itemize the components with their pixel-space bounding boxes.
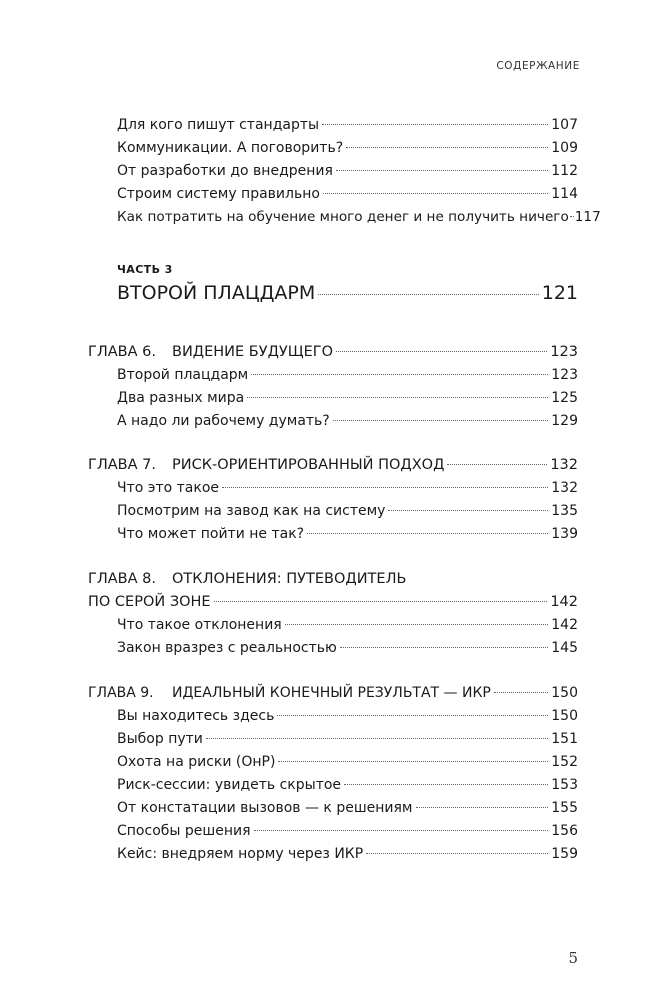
toc-entry-page: 107 — [551, 117, 578, 133]
chapter-number: ГЛАВА 9. — [88, 685, 154, 701]
dot-leader — [247, 397, 548, 398]
chapter-entry[interactable] — [88, 684, 578, 702]
toc-entry[interactable] — [117, 799, 578, 817]
toc-entry-page: 159 — [551, 846, 578, 862]
dot-leader — [388, 510, 548, 511]
chapter-entry[interactable] — [88, 343, 578, 361]
toc-entry[interactable] — [117, 366, 578, 384]
dot-leader — [318, 294, 538, 295]
dot-leader — [322, 124, 548, 125]
toc-entry[interactable] — [117, 412, 578, 430]
dot-leader — [344, 784, 548, 785]
toc-entry-title: Два разных мира — [117, 390, 245, 406]
toc-entry-page: 117 — [574, 209, 601, 225]
toc-entry-page: 125 — [551, 390, 578, 406]
toc-entry-page: 135 — [551, 503, 578, 519]
toc-entry-page: 152 — [551, 754, 578, 770]
page-number: 5 — [568, 949, 578, 967]
chapter-entry[interactable] — [88, 456, 578, 474]
toc-entry-page: 109 — [551, 140, 578, 156]
chapter-title-continued: ПО СЕРОЙ ЗОНЕ — [88, 594, 211, 610]
toc-entry[interactable] — [117, 639, 578, 657]
toc-entry[interactable] — [117, 730, 578, 748]
toc-entry-title: Выбор пути — [117, 731, 203, 747]
part-entry[interactable] — [117, 281, 578, 305]
dot-leader — [251, 374, 548, 375]
toc-entry-title: Что может пойти не так? — [117, 526, 305, 542]
toc-entry[interactable] — [117, 389, 578, 407]
chapter-title: ОТКЛОНЕНИЯ: ПУТЕВОДИТЕЛЬ — [172, 571, 407, 587]
toc-entry-page: 114 — [551, 186, 578, 202]
toc-entry[interactable] — [117, 208, 601, 226]
toc-entry-title: Закон вразрез с реальностью — [117, 640, 337, 656]
toc-entry[interactable] — [117, 822, 578, 840]
toc-entry-title: Охота на риски (ОнР) — [117, 754, 276, 770]
toc-entry[interactable] — [117, 502, 578, 520]
toc-entry[interactable] — [117, 845, 578, 863]
toc-entry[interactable] — [117, 116, 578, 134]
part-page: 121 — [541, 282, 578, 304]
chapter-entry[interactable] — [88, 593, 578, 611]
toc-entry-title: От разработки до внедрения — [117, 163, 333, 179]
toc-entry-page: 112 — [551, 163, 578, 179]
toc-entry-page: 123 — [551, 367, 578, 383]
toc-entry-page: 139 — [551, 526, 578, 542]
chapter-number: ГЛАВА 8. — [88, 571, 156, 587]
toc-entry[interactable] — [117, 139, 578, 157]
toc-entry-page: 145 — [551, 640, 578, 656]
toc-entry[interactable] — [117, 707, 578, 725]
toc-entry-title: Коммуникации. А поговорить? — [117, 140, 344, 156]
toc-entry-title: Для кого пишут стандарты — [117, 117, 320, 133]
toc-entry-title: Что это такое — [117, 480, 219, 496]
toc-entry-title: А надо ли рабочему думать? — [117, 413, 330, 429]
chapter-title: РИСК-ОРИЕНТИРОВАННЫЙ ПОДХОД — [172, 457, 445, 473]
dot-leader — [206, 738, 548, 739]
toc-entry[interactable] — [117, 616, 578, 634]
chapter-number: ГЛАВА 6. — [88, 344, 156, 360]
toc-entry-title: Вы находитесь здесь — [117, 708, 275, 724]
dot-leader — [366, 853, 548, 854]
toc-entry[interactable] — [117, 185, 578, 203]
toc-entry-title: От констатации вызовов — к решениям — [117, 800, 413, 816]
running-head: СОДЕРЖАНИЕ — [496, 60, 580, 72]
toc-entry-page: 151 — [551, 731, 578, 747]
toc-entry[interactable] — [117, 479, 578, 497]
chapter-heading-line[interactable] — [88, 570, 406, 588]
dot-leader — [336, 170, 548, 171]
chapter-page: 142 — [550, 594, 578, 610]
dot-leader — [214, 601, 548, 602]
chapter-number: ГЛАВА 7. — [88, 457, 156, 473]
toc-entry[interactable] — [117, 162, 578, 180]
dot-leader — [447, 464, 547, 465]
dot-leader — [277, 715, 548, 716]
dot-leader — [346, 147, 548, 148]
toc-entry[interactable] — [117, 753, 578, 771]
chapter-title: ИДЕАЛЬНЫЙ КОНЕЧНЫЙ РЕЗУЛЬТАТ — ИКР — [172, 685, 491, 701]
toc-entry-title: Способы решения — [117, 823, 251, 839]
toc-entry-title: Как потратить на обучение много денег и не получить ничего — [117, 209, 569, 225]
toc-entry-page: 156 — [551, 823, 578, 839]
chapter-page: 150 — [551, 685, 578, 701]
part-label: ЧАСТЬ 3 — [117, 263, 173, 276]
toc-entry-title: Кейс: внедряем норму через ИКР — [117, 846, 364, 862]
chapter-page: 132 — [550, 457, 578, 473]
chapter-title: ВИДЕНИЕ БУДУЩЕГО — [172, 344, 334, 360]
toc-entry-title: Риск-сессии: увидеть скрытое — [117, 777, 342, 793]
dot-leader — [307, 533, 548, 534]
dot-leader — [336, 351, 547, 352]
toc-entry-page: 153 — [551, 777, 578, 793]
toc-entry-title: Что такое отклонения — [117, 617, 282, 633]
dot-leader — [323, 193, 548, 194]
toc-entry-page: 129 — [551, 413, 578, 429]
dot-leader — [494, 692, 548, 693]
dot-leader — [285, 624, 549, 625]
dot-leader — [570, 216, 574, 217]
toc-entry-page: 155 — [551, 800, 578, 816]
part-title: ВТОРОЙ ПЛАЦДАРМ — [117, 282, 316, 304]
dot-leader — [333, 420, 549, 421]
toc-entry[interactable] — [117, 525, 578, 543]
dot-leader — [416, 807, 549, 808]
dot-leader — [340, 647, 548, 648]
dot-leader — [222, 487, 548, 488]
dot-leader — [254, 830, 549, 831]
dot-leader — [278, 761, 548, 762]
toc-entry-title: Посмотрим на завод как на систему — [117, 503, 386, 519]
toc-entry-page: 142 — [551, 617, 578, 633]
toc-entry-page: 132 — [551, 480, 578, 496]
chapter-page: 123 — [550, 344, 578, 360]
toc-entry-title: Второй плацдарм — [117, 367, 249, 383]
toc-entry-title: Строим систему правильно — [117, 186, 320, 202]
toc-entry[interactable] — [117, 776, 578, 794]
toc-entry-page: 150 — [551, 708, 578, 724]
